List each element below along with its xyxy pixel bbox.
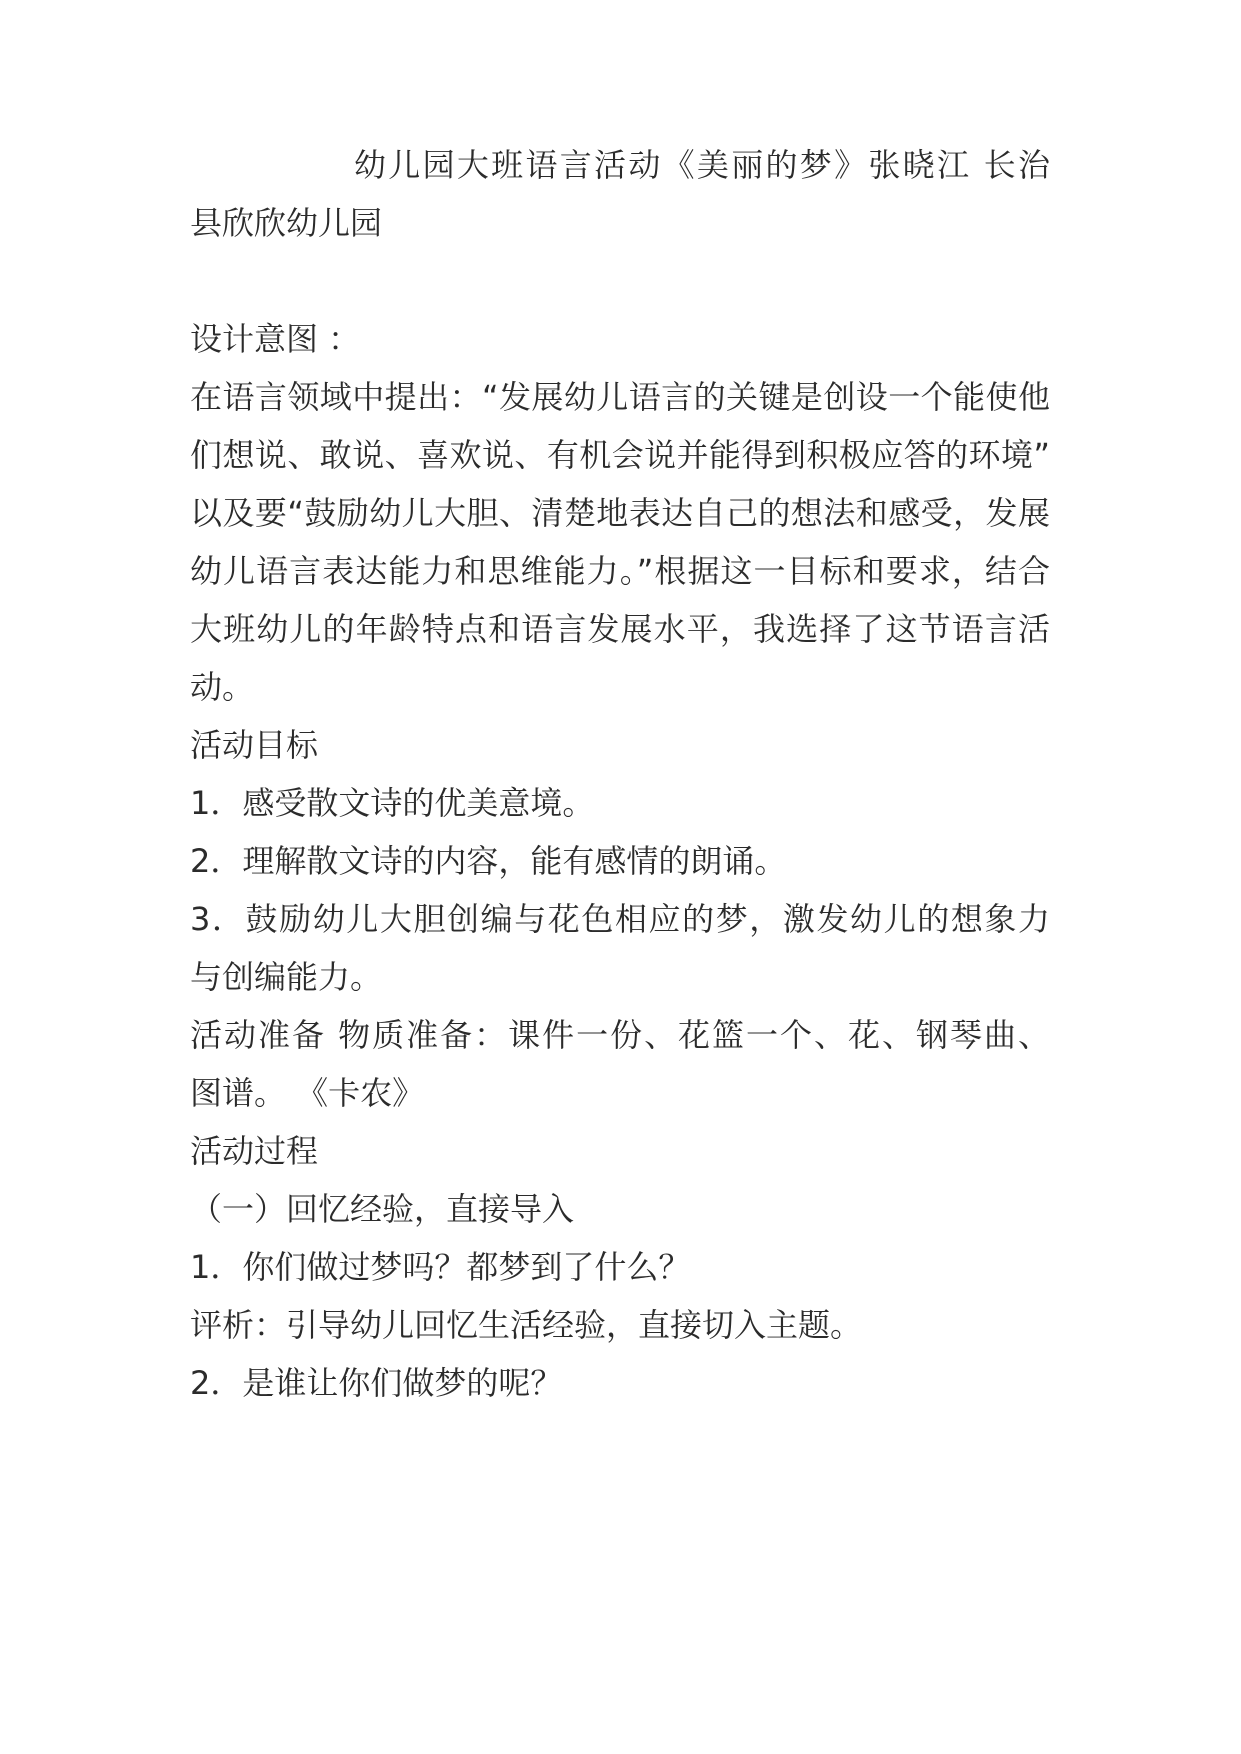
design-intent-text: 幼儿语言表达能力和思维能力。”根据这一目标和要求，结合 [190, 552, 1050, 590]
question-1: 1．你们做过梦吗？都梦到了什么？ [190, 1248, 691, 1286]
goal-item-3-continued: 与创编能力。 [190, 958, 383, 996]
goal-item-2: 2．理解散文诗的内容，能有感情的朗诵。 [190, 842, 787, 880]
activity-preparation: 活动准备 物质准备：课件一份、花篮一个、花、钢琴曲、 [190, 1016, 1050, 1054]
design-intent-text: 们想说、敢说、喜欢说、有机会说并能得到积极应答的环境” [190, 436, 1050, 474]
design-intent-text: 在语言领域中提出：“发展幼儿语言的关键是创设一个能使他 [190, 378, 1050, 416]
design-intent-text: 动。 [190, 668, 255, 706]
document-title-line-2: 县欣欣幼儿园 [190, 204, 383, 242]
design-intent-heading: 设计意图 ： [190, 320, 361, 358]
question-2: 2．是谁让你们做梦的呢？ [190, 1364, 563, 1402]
document-title-line-1: 幼儿园大班语言活动《美丽的梦》张晓江 长治 [354, 146, 1050, 184]
activity-preparation-continued: 图谱。 《卡农》 [190, 1074, 425, 1112]
goal-item-3: 3．鼓励幼儿大胆创编与花色相应的梦，激发幼儿的想象力 [190, 900, 1050, 938]
design-intent-text: 以及要“鼓励幼儿大胆、清楚地表达自己的想法和感受，发展 [190, 494, 1050, 532]
activity-process-heading: 活动过程 [190, 1132, 319, 1170]
commentary-1: 评析：引导幼儿回忆生活经验，直接切入主题。 [190, 1306, 863, 1344]
activity-goals-heading: 活动目标 [190, 726, 319, 764]
goal-item-1: 1．感受散文诗的优美意境。 [190, 784, 595, 822]
process-section-1: （一）回忆经验，直接导入 [190, 1190, 575, 1228]
design-intent-text: 大班幼儿的年龄特点和语言发展水平，我选择了这节语言活 [190, 610, 1050, 648]
